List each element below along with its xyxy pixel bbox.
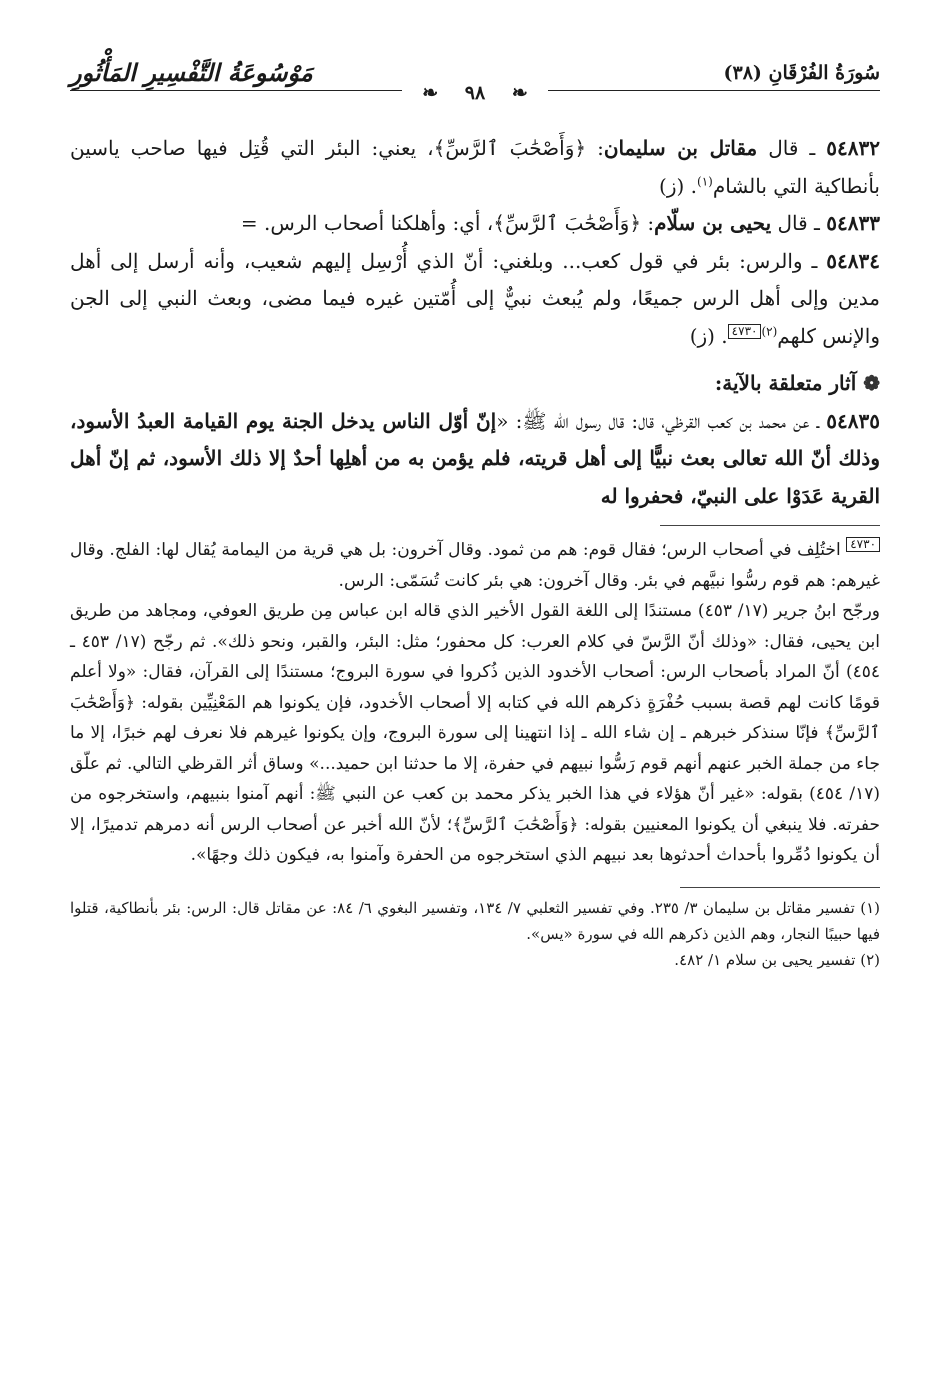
main-text — [70, 130, 880, 973]
commentary-number-box: ٤٧٣٠ — [846, 537, 880, 552]
footnote: (١) تفسير مقاتل بن سليمان ٣/ ٢٣٥. وفي تفسير الثعلبي ٧/ ١٣٤، وتفسير البغوي ٦/ ٨٤: عن مقاتل قال: الرس: بئر بأنطاكية، قتلوا فيها حبيبًا النجار، وهم الذين ذكرهم الله في سورة «يس». — [70, 898, 881, 943]
hadith-intro: ـ عن محمد بن كعب القرظي، قال: قال رسول الله ﷺ: « — [496, 408, 827, 433]
hadith-entry — [70, 403, 880, 516]
entry-text: ـ والرس: بئر في قول كعب... وبلغني: أنّ الذي أُرْسِل إليهم شعيب، وأنه أرسل إلى أهل مدين وإلى أهل الرس جميعًا، ولم يُبعث نبيٌّ إلى أُمّتين غيره فيما مضى، وبعث النبي إلى الجن والإنس كلهم — [70, 248, 880, 348]
commentary-text: اختُلِف في أصحاب الرس؛ فقال قوم: هم من ثمود. وقال آخرون: بل هي قرية من اليمامة يُقال لها: الفلج. وقال غيرهم: هم قوم رسُّوا نبيَّهم في بئر. وقال آخرون: هي بئر كانت تُسَمّى: الرس. — [70, 540, 880, 591]
footnote-ref[interactable]: (١) — [697, 173, 713, 188]
page-number-wrap — [70, 82, 880, 104]
commentary-block — [70, 535, 880, 871]
quran-quote: ﴿وَأَصْحَٰبَ ٱلرَّسِّ﴾ — [493, 211, 642, 235]
page-number: ٩٨ — [455, 82, 495, 104]
book-page — [70, 48, 880, 1348]
section-heading — [70, 365, 880, 403]
surah-title: سُورَةُ الفُرْقَانِ (٣٨) — [723, 62, 880, 84]
entry-prefix: ـ قال — [757, 136, 827, 160]
commentary-paragraph — [70, 535, 880, 596]
footnote: (٢) تفسير يحيى بن سلام ١/ ٤٨٢. — [674, 950, 880, 969]
book-title: مَوْسُوعَةُ التَّفْسِيرِ المَأْثُورِ — [70, 58, 313, 87]
commentary-ref-box[interactable]: ٤٧٣٠ — [728, 324, 762, 339]
ornament-icon: ❧ — [412, 82, 448, 104]
entry-tail: . (ز) — [659, 173, 698, 198]
entry-text: ، أي: وأهلكنا أصحاب الرس. = — [240, 211, 494, 235]
entry-number: ٥٤٨٣٥ — [826, 408, 880, 433]
entry-tail: . (ز) — [689, 323, 728, 348]
section-title: آثار متعلقة بالآية: — [714, 371, 857, 395]
commentary-text: ورجّح ابنُ جرير (١٧/ ٤٥٣) مستندًا إلى اللغة القول الأخير الذي قاله ابن عباس مِن طريق العوفي، ومجاهد من طريق ابن يحيى، فقال: «وذلك أنّ الرَّسّ في كلام العرب: كل محفور؛ مثل: البئر، والقبر، ونحو ذلك». ثم رجّح (١٧/ ٤٥٣ ـ ٤٥٤) أنّ المراد بأصحاب الرس: أصحاب الأخدود الذين ذُكروا في سورة البروج؛ مستندًا إلى القرآن، فقال: «ولا أعلم قومًا كانت لهم قصة بسبب حُفْرَةٍ ذكرهم الله في كتابه إلا أصحاب الأخدود، فإن يكونوا هم المَعْنِيِّين بقوله: ﴿وَأَصْحَٰبَ ٱلرَّسِّ﴾ فإنّا سنذكر خبرهم ـ إن شاء الله ـ إذا انتهينا إلى سورة البروج، وإن يكونوا غيرهم فلا نعرف لهم خبرًا، إلا ما جاء من جملة الخبر عنهم أنهم قوم رَسُّوا نبيهم في حفرة، إلا ما حدثنا ابن حميد...» وساق أثر القرظي التالي. ثم علّق (١٧/ ٤٥٤) بقوله: «غير أنّ هؤلاء في هذا الخبر يذكر محمد بن كعب عن النبي ﷺ: أنهم آمنوا بنبيهم، واستخرجوه من حفرته. فلا ينبغي أن يكونوا المعنيين بقوله: ﴿وَأَصْحَٰبَ ٱلرَّسِّ﴾؛ لأنّ الله أخبر عن أصحاب الرس أنه دمرهم تدميرًا، إلا أن يكونوا دُمِّروا بأحداث أحدثوها بعد نبيهم الذي استخرجوه من الحفرة وآمنوا به، فيكون ذلك وجهًا». — [70, 601, 881, 865]
page-number-box — [402, 82, 548, 104]
entry-text: ، يعني: البئر التي قُتِل فيها صاحب ياسين بأنطاكية التي بالشام — [70, 136, 880, 198]
page-header — [70, 48, 880, 104]
entry-sep: : — [586, 136, 604, 160]
hadith-text: إنّ أوّل الناس يدخل الجنة يوم القيامة العبدُ الأسود، وذلك أنّ الله تعالى بعث نبيًّا إلى أهل قريته، فلم يؤمن به من أهلِها أحدٌ إلا ذلك الأسود، ثم إنّ أهل القرية عَدَوْا على النبيّ، فحفروا له — [70, 408, 880, 508]
entry — [70, 130, 880, 205]
entry-number: ٥٤٨٣٤ — [826, 248, 880, 273]
footnotes — [70, 895, 880, 973]
commentary-paragraph — [70, 596, 880, 871]
ornament-icon: ❧ — [502, 82, 538, 104]
footnote-ref[interactable]: (٢) — [761, 323, 778, 338]
entry-number: ٥٤٨٣٢ — [826, 136, 880, 160]
entry — [70, 205, 880, 243]
entry-prefix: ـ قال — [771, 211, 827, 235]
entry-number: ٥٤٨٣٣ — [826, 211, 880, 235]
footnote-separator — [680, 887, 880, 889]
narrator-name: مقاتل بن سليمان — [603, 136, 758, 160]
entry — [70, 243, 880, 356]
commentary-separator — [660, 525, 880, 527]
quran-quote: ﴿وَأَصْحَٰبَ ٱلرَّسِّ﴾ — [433, 136, 587, 160]
entry-sep: : — [641, 211, 655, 235]
narrator-name: يحيى بن سلّام — [654, 211, 772, 235]
flower-icon: ❁ — [863, 371, 880, 395]
